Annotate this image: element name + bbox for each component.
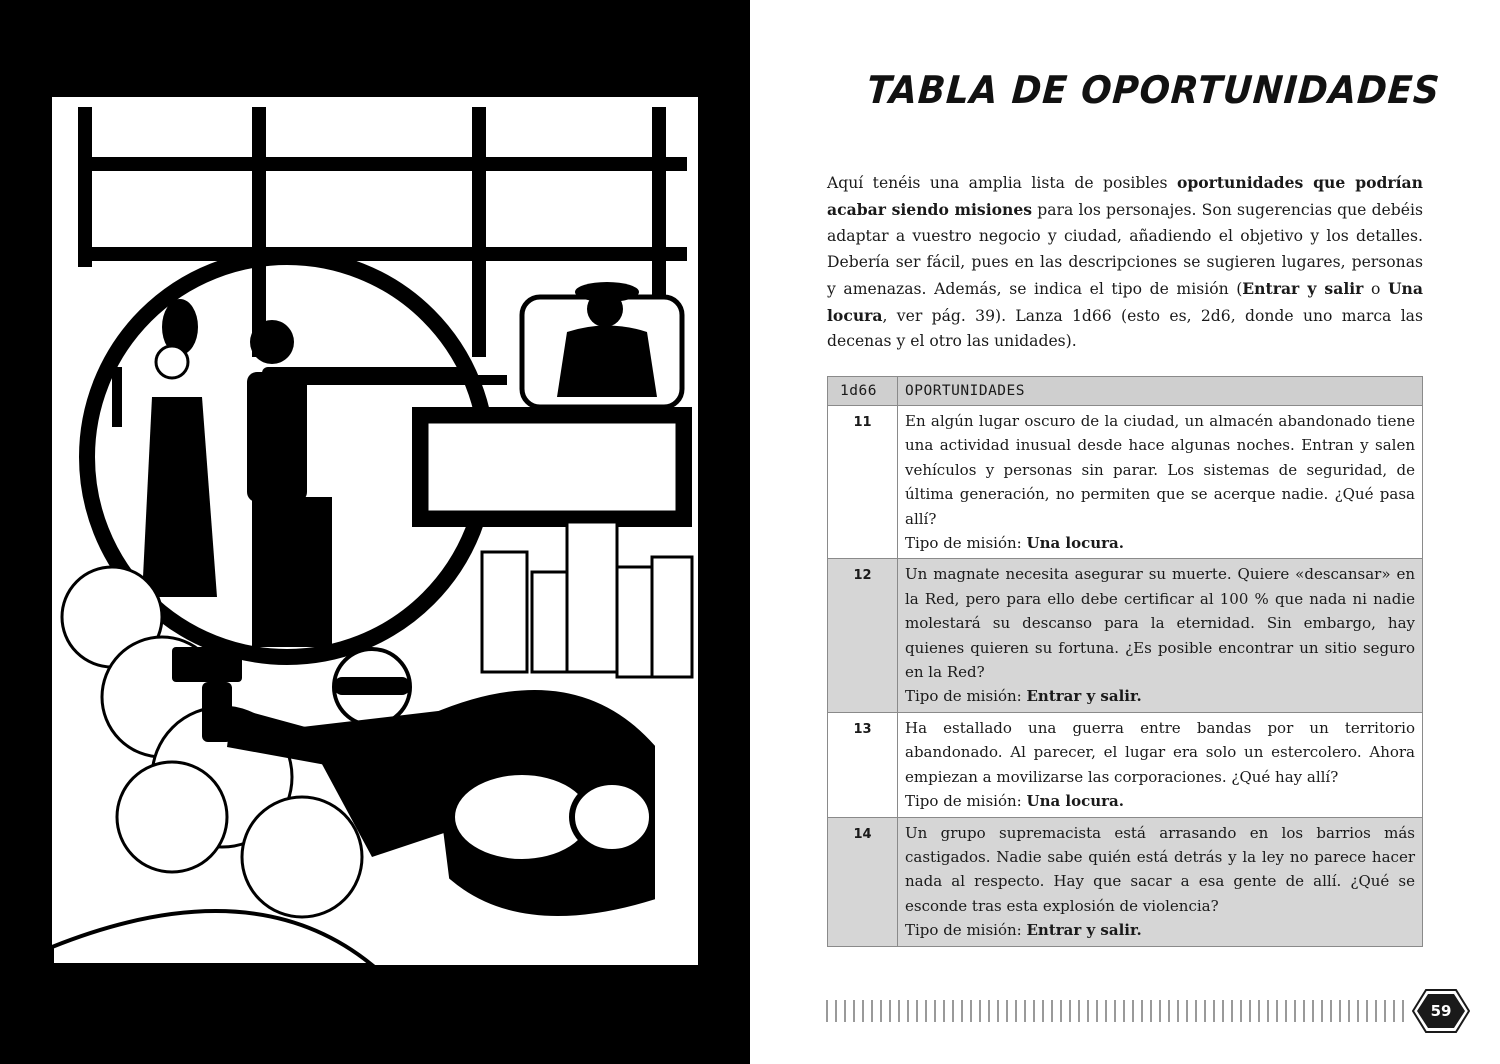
header-roll: 1d66: [828, 377, 898, 406]
roll-value: 11: [828, 406, 898, 559]
opportunity-description: [898, 817, 1423, 946]
mission-type: Entrar y salir.: [1026, 687, 1142, 706]
opportunity-description: [898, 712, 1423, 817]
footer-decoration-bars: [826, 1000, 1410, 1022]
table-row: [828, 817, 1423, 946]
page-number: 59: [1430, 1002, 1452, 1020]
intro-paragraph: [827, 170, 1423, 355]
opportunity-text: En algún lugar oscuro de la ciudad, un almacén abandonado tiene una actividad inusual desde hace algunas noches. Entran y salen vehículos y personas sin parar. Los sistemas de seguridad, de última generación, no permiten que se acerque nadie. ¿Qué pasa allí?: [905, 412, 1415, 528]
seated-boss: [522, 282, 682, 407]
intro-text-2: para los personajes. Son sugerencias que debéis adaptar a vuestro negocio y ciudad, añadiendo el objetivo y los detalles. Debería ser fácil, pues en las descripciones se sugieren lugares, personas y amenazas. Además, se indica el tipo de misión (: [827, 200, 1423, 298]
table-row: [828, 559, 1423, 712]
mission-type: Una locura.: [1026, 792, 1124, 811]
table-row: [828, 406, 1423, 559]
page-title: TABLA DE OPORTUNIDADES: [865, 68, 1442, 112]
header-opportunities: OPORTUNIDADES: [898, 377, 1423, 406]
roll-value: 14: [828, 817, 898, 946]
mission-label: Tipo de misión:: [905, 921, 1027, 940]
intro-text-4: , ver pág. 39). Lanza 1d66 (esto es, 2d6, donde uno marca las decenas y el otro las unidades).: [827, 306, 1423, 351]
intro-bold-3: Una locura: [827, 278, 1423, 325]
roll-value: 13: [828, 712, 898, 817]
mission-type: Entrar y salir.: [1026, 921, 1142, 940]
opportunity-description: [898, 559, 1423, 712]
city-skyline: [482, 522, 692, 677]
comic-illustration: [52, 97, 698, 965]
table-header-row: [828, 377, 1423, 406]
roll-value: 12: [828, 559, 898, 712]
mission-label: Tipo de misión:: [905, 687, 1027, 706]
mission-label: Tipo de misión:: [905, 792, 1027, 811]
opportunity-description: [898, 406, 1423, 559]
intro-bold-1: oportunidades que podrían acabar siendo misiones: [827, 173, 1423, 219]
motorcycle: [432, 693, 652, 913]
page-number-badge: [1412, 989, 1470, 1033]
intro-text-1: Aquí tenéis una amplia lista de posibles: [827, 174, 1177, 192]
table-row: [828, 712, 1423, 817]
intro-bold-2: Entrar y salir: [1242, 278, 1364, 298]
road: [52, 911, 372, 965]
opportunity-text: Ha estallado una guerra entre bandas por un territorio abandonado. Al parecer, el lugar era solo un estercolero. Ahora empiezan a movilizarse las corporaciones. ¿Qué hay allí?: [905, 718, 1415, 786]
intro-text-3: o: [1363, 279, 1388, 298]
opportunity-text: Un magnate necesita asegurar su muerte. Quiere «descansar» en la Red, pero para ello debe certificar al 100 % que nada ni nadie molestará su descanso para la eternidad. Sin embargo, hay quienes quieren su fortuna. ¿Es posible encontrar un sitio seguro en la Red?: [905, 565, 1415, 682]
opportunity-text: Un grupo supremacista está arrasando en los barrios más castigados. Nadie sabe quién está detrás y la ley no parece hacer nada al respecto. Hay que sacar a esa gente de allí. ¿Qué se esconde tras esta explosión de violencia?: [905, 823, 1415, 915]
mission-label: Tipo de misión:: [905, 534, 1027, 553]
right-page: [750, 0, 1500, 1064]
mission-type: Una locura.: [1026, 534, 1124, 553]
opportunities-table: [827, 376, 1423, 947]
